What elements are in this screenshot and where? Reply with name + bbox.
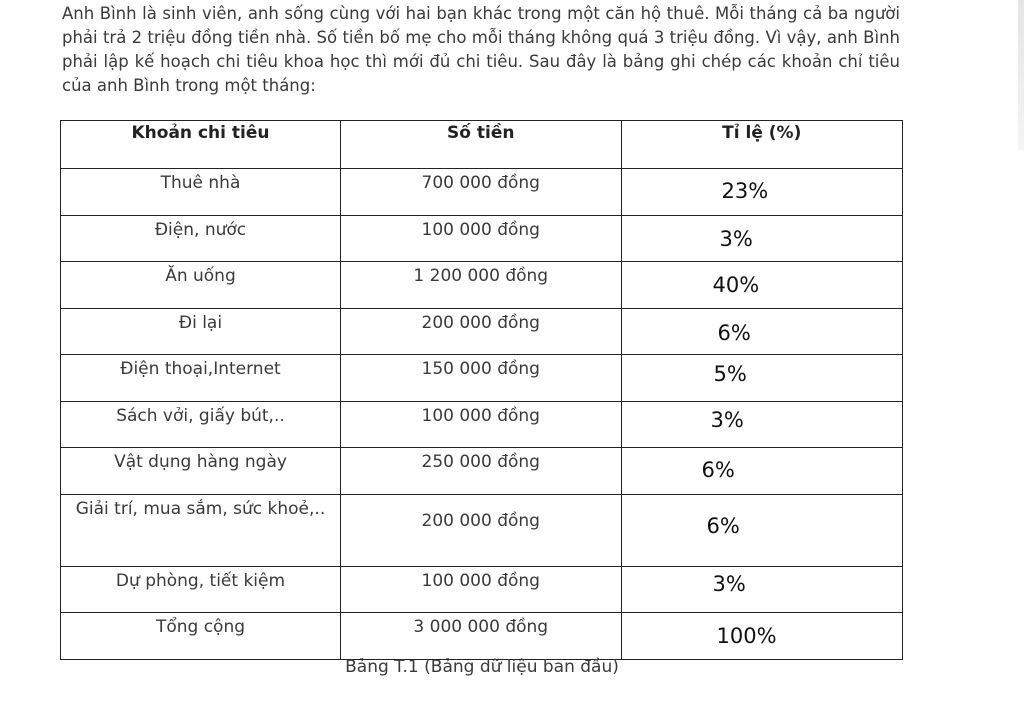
amount-cell: 1 200 000 đồng <box>340 262 621 309</box>
percent-cell <box>621 448 902 495</box>
table-row <box>61 401 903 448</box>
table-row <box>61 355 903 402</box>
table-row <box>61 308 903 355</box>
percent-cell <box>621 215 902 262</box>
percent-value: 6% <box>706 513 740 538</box>
percent-cell <box>621 308 902 355</box>
item-cell: Giải trí, mua sắm, sức khoẻ,.. <box>61 494 341 566</box>
table-row <box>61 448 903 495</box>
item-cell: Đi lại <box>61 308 341 355</box>
amount-cell: 200 000 đồng <box>340 494 621 566</box>
expense-table <box>60 120 903 660</box>
amount-cell: 250 000 đồng <box>340 448 621 495</box>
item-cell: Thuê nhà <box>61 169 341 216</box>
amount-cell: 200 000 đồng <box>340 308 621 355</box>
percent-value: 6% <box>701 458 735 482</box>
item-cell: Điện, nước <box>61 215 341 262</box>
header-amount: Số tiền <box>340 121 621 169</box>
amount-cell: 3 000 000 đồng <box>340 613 621 660</box>
percent-value: 6% <box>717 320 751 345</box>
percent-value: 23% <box>721 179 769 203</box>
table-row <box>61 613 903 660</box>
percent-value: 3% <box>710 407 744 432</box>
percent-value: 5% <box>713 362 747 386</box>
percent-value: 40% <box>712 273 760 297</box>
table-header-row <box>61 121 903 169</box>
amount-cell: 100 000 đồng <box>340 401 621 448</box>
header-percent: Tỉ lệ (%) <box>621 121 902 169</box>
amount-cell: 700 000 đồng <box>340 169 621 216</box>
percent-cell <box>621 262 902 309</box>
item-cell: Ăn uống <box>61 262 341 309</box>
intro-paragraph: Anh Bình là sinh viên, anh sống cùng với hai bạn khác trong một căn hộ thuê. Mỗi tháng cả ba người phải trả 2 triệu đồng tiền nhà. Số tiền bố mẹ cho mỗi tháng không quá 3 triệu đồng. Vì vậy, anh Bình phải lập kế hoạch chi tiêu khoa học thì mới đủ chi tiêu. Sau đây là bảng ghi chép các khoản chỉ tiêu của anh Bình trong một tháng: <box>62 4 900 95</box>
table-row <box>61 262 903 309</box>
table-row <box>61 494 903 566</box>
percent-value: 3% <box>719 226 753 251</box>
percent-cell <box>621 613 902 660</box>
page-edge-divider <box>1018 0 1024 150</box>
item-cell: Điện thoại,Internet <box>61 355 341 402</box>
percent-value: 3% <box>712 571 746 596</box>
item-cell: Sách vởi, giấy bút,.. <box>61 401 341 448</box>
percent-value: 100% <box>716 624 777 648</box>
percent-cell <box>621 401 902 448</box>
item-cell: Tổng cộng <box>61 613 341 660</box>
amount-cell: 100 000 đồng <box>340 215 621 262</box>
percent-cell <box>621 494 902 566</box>
table-caption: Bảng T.1 (Bảng dữ liệu ban đầu) <box>345 657 619 677</box>
item-cell: Dự phòng, tiết kiệm <box>61 566 341 613</box>
table-row <box>61 566 903 613</box>
table-row <box>61 215 903 262</box>
item-cell: Vật dụng hàng ngày <box>61 448 341 495</box>
percent-cell <box>621 355 902 402</box>
percent-cell <box>621 169 902 216</box>
percent-cell <box>621 566 902 613</box>
amount-cell: 100 000 đồng <box>340 566 621 613</box>
header-item: Khoản chi tiêu <box>61 121 341 169</box>
amount-cell: 150 000 đồng <box>340 355 621 402</box>
table-row <box>61 169 903 216</box>
